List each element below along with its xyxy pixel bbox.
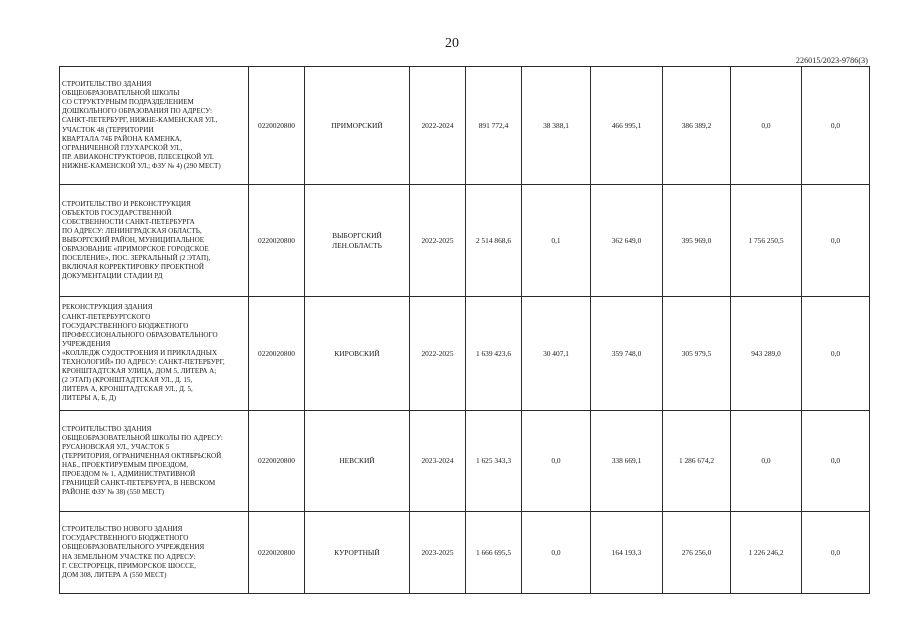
object-name-line: ПРОЕЗДОМ № 1, АДМИНИСТРАТИВНОЙ (62, 470, 196, 479)
year-3-amount-cell: 305 979,5 (663, 297, 731, 411)
district-cell (305, 185, 410, 297)
year-1-amount-cell: 0,0 (522, 512, 591, 594)
object-name-line: СТРОИТЕЛЬСТВО ЗДАНИЯ (62, 424, 152, 433)
object-name-cell (60, 67, 249, 185)
year-1-amount-cell: 0,0 (522, 411, 591, 512)
year-5-amount-cell: 0,0 (802, 411, 870, 512)
district-line: КУРОРТНЫЙ (334, 547, 380, 557)
period-cell: 2023-2024 (410, 411, 466, 512)
object-name-line: ПО АДРЕСУ: ЛЕНИНГРАДСКАЯ ОБЛАСТЬ, (62, 226, 202, 235)
object-name-line: ОБЩЕОБРАЗОВАТЕЛЬНОГО УЧРЕЖДЕНИЯ (62, 543, 205, 552)
period-cell: 2022-2025 (410, 297, 466, 411)
year-3-amount-cell: 1 286 674,2 (663, 411, 731, 512)
table-row (60, 185, 870, 297)
table-row (60, 297, 870, 411)
object-name-line: НАБ., ПРОЕКТИРУЕМЫМ ПРОЕЗДОМ, (62, 461, 188, 469)
object-name-line: ОБЪЕКТОВ ГОСУДАРСТВЕННОЙ (62, 208, 172, 217)
object-name-line: ПР. АВИАКОНСТРУКТОРОВ, ПЛЕСЕЦКОЙ УЛ. (62, 152, 214, 161)
district-cell (305, 297, 410, 411)
object-code-cell: 0220020800 (249, 185, 305, 297)
period-cell: 2023-2025 (410, 512, 466, 594)
object-name-line: (ТЕРРИТОРИЯ, ОГРАНИЧЕННАЯ ОКТЯБРЬСКОЙ (62, 451, 222, 460)
object-name-line: РЕКОНСТРУКЦИЯ ЗДАНИЯ (62, 303, 153, 312)
object-name-line: ОБЩЕОБРАЗОВАТЕЛЬНОЙ ШКОЛЫ ПО АДРЕСУ: (62, 433, 223, 442)
table-row (60, 411, 870, 512)
district-line: НЕВСКИЙ (339, 456, 375, 466)
year-1-amount-cell: 0,1 (522, 185, 591, 297)
object-name-line: САНКТ-ПЕТЕРБУРГСКОГО (62, 312, 151, 321)
year-3-amount-cell: 395 969,0 (663, 185, 731, 297)
object-code-cell: 0220020800 (249, 411, 305, 512)
year-2-amount-cell: 164 193,3 (591, 512, 663, 594)
total-amount-cell: 1 625 343,3 (466, 411, 522, 512)
period-cell: 2022-2025 (410, 185, 466, 297)
district-line: КИРОВСКИЙ (334, 348, 380, 358)
table-row (60, 512, 870, 594)
year-2-amount-cell: 466 995,1 (591, 67, 663, 185)
object-name-line: ВЫБОРГСКИЙ РАЙОН, МУНИЦИПАЛЬНОЕ (62, 235, 205, 244)
total-amount-cell: 891 772,4 (466, 67, 522, 185)
year-2-amount-cell: 359 748,0 (591, 297, 663, 411)
object-name-line: СТРОИТЕЛЬСТВО ЗДАНИЯ (62, 80, 152, 89)
district-cell (305, 67, 410, 185)
object-name-line: СОБСТВЕННОСТИ САНКТ-ПЕТЕРБУРГА (62, 217, 195, 226)
object-name-line: ЛИТЕРЫ А, Б, Д) (62, 394, 116, 403)
object-name-line: (2 ЭТАП) (КРОНШТАДТСКАЯ УЛ., Д. 15, (62, 376, 193, 385)
district-line: ЛЕН.ОБЛАСТЬ (332, 240, 382, 250)
object-name-line: ОГРАНИЧЕННОЙ ГЛУХАРСКОЙ УЛ., (62, 143, 183, 152)
year-1-amount-cell: 38 388,1 (522, 67, 591, 185)
year-5-amount-cell: 0,0 (802, 67, 870, 185)
year-3-amount-cell: 386 389,2 (663, 67, 731, 185)
object-name-line: ПОСЕЛЕНИЕ», ПОС. ЗЕРКАЛЬНЫЙ (2 ЭТАП), (62, 254, 211, 263)
year-4-amount-cell: 1 226 246,2 (731, 512, 802, 594)
object-name-line: СТРОИТЕЛЬСТВО НОВОГО ЗДАНИЯ (62, 525, 183, 534)
object-name-cell (60, 512, 249, 594)
district-cell (305, 512, 410, 594)
year-5-amount-cell: 0,0 (802, 185, 870, 297)
object-name-line: ГОСУДАРСТВЕННОГО БЮДЖЕТНОГО (62, 321, 189, 330)
object-name-line: НА ЗЕМЕЛЬНОМ УЧАСТКЕ ПО АДРЕСУ: (62, 552, 196, 561)
total-amount-cell: 1 666 695,5 (466, 512, 522, 594)
object-name-line: ГОСУДАРСТВЕННОГО БЮДЖЕТНОГО (62, 534, 189, 543)
object-name-line: ОБЩЕОБРАЗОВАТЕЛЬНОЙ ШКОЛЫ (62, 89, 180, 98)
object-name-line: УЧРЕЖДЕНИЯ (62, 339, 111, 348)
object-name-line: ДОКУМЕНТАЦИИ СТАДИИ РД (62, 272, 163, 281)
year-2-amount-cell: 338 669,1 (591, 411, 663, 512)
object-name-line: ДОШКОЛЬНОГО ОБРАЗОВАНИЯ ПО АДРЕСУ: (62, 107, 213, 116)
year-2-amount-cell: 362 649,0 (591, 185, 663, 297)
object-name-line: КВАРТАЛА 74Б РАЙОНА КАМЕНКА, (62, 134, 182, 143)
year-4-amount-cell: 1 756 250,5 (731, 185, 802, 297)
object-name-line: «КОЛЛЕДЖ СУДОСТРОЕНИЯ И ПРИКЛАДНЫХ (62, 348, 218, 357)
table-row (60, 67, 870, 185)
object-code-cell: 0220020800 (249, 67, 305, 185)
object-name-line: ЛИТЕРА А, КРОНШТАДТСКАЯ УЛ., Д. 5, (62, 385, 193, 394)
object-code-cell: 0220020800 (249, 297, 305, 411)
district-line: ПРИМОРСКИЙ (331, 120, 383, 130)
object-name-line: ОБРАЗОВАНИЕ «ПРИМОРСКОЕ ГОРОДСКОЕ (62, 245, 209, 254)
object-name-line: ТЕХНОЛОГИЙ» ПО АДРЕСУ: САНКТ-ПЕТЕРБУРГ, (62, 358, 225, 367)
district-line: ВЫБОРГСКИЙ (332, 230, 382, 240)
object-name-line: СО СТРУКТУРНЫМ ПОДРАЗДЕЛЕНИЕМ (62, 98, 194, 107)
district-cell (305, 411, 410, 512)
object-name-line: САНКТ-ПЕТЕРБУРГ, НИЖНЕ-КАМЕНСКАЯ УЛ., (62, 116, 218, 125)
year-1-amount-cell: 30 407,1 (522, 297, 591, 411)
object-name-line: КРОНШТАДТСКАЯ УЛИЦА, ДОМ 5, ЛИТЕРА А; (62, 367, 217, 376)
object-name-line: НИЖНЕ-КАМЕНСКОЙ УЛ.; ФЗУ № 4) (290 МЕСТ) (62, 161, 221, 170)
year-5-amount-cell: 0,0 (802, 297, 870, 411)
object-name-line: ДОМ 308, ЛИТЕРА А (550 МЕСТ) (62, 570, 167, 579)
object-name-line: ПРОФЕССИОНАЛЬНОГО ОБРАЗОВАТЕЛЬНОГО (62, 330, 218, 339)
object-name-line: РАЙОНЕ ФЗУ № 38) (550 МЕСТ) (62, 488, 165, 497)
object-name-line: РУСАНОВСКАЯ УЛ., УЧАСТОК 5 (62, 442, 170, 451)
object-name-line: УЧАСТОК 48 (ТЕРРИТОРИИ (62, 125, 154, 134)
year-4-amount-cell: 943 289,0 (731, 297, 802, 411)
object-name-cell (60, 297, 249, 411)
total-amount-cell: 2 514 868,6 (466, 185, 522, 297)
year-4-amount-cell: 0,0 (731, 67, 802, 185)
document-reference: 226015/2023-9786(3) (795, 56, 868, 65)
object-name-line: Г. СЕСТРОРЕЦК, ПРИМОРСКОЕ ШОССЕ, (62, 561, 196, 570)
period-cell: 2022-2024 (410, 67, 466, 185)
object-name-cell (60, 185, 249, 297)
page-number: 20 (445, 36, 459, 51)
year-5-amount-cell: 0,0 (802, 512, 870, 594)
year-4-amount-cell: 0,0 (731, 411, 802, 512)
object-name-line: ВКЛЮЧАЯ КОРРЕКТИРОВКУ ПРОЕКТНОЙ (62, 263, 204, 272)
objects-table (59, 66, 870, 594)
total-amount-cell: 1 639 423,6 (466, 297, 522, 411)
object-code-cell: 0220020800 (249, 512, 305, 594)
year-3-amount-cell: 276 256,0 (663, 512, 731, 594)
object-name-line: СТРОИТЕЛЬСТВО И РЕКОНСТРУКЦИЯ (62, 199, 191, 208)
object-name-cell (60, 411, 249, 512)
object-name-line: ГРАНИЦЕЙ САНКТ-ПЕТЕРБУРГА, В НЕВСКОМ (62, 479, 216, 488)
